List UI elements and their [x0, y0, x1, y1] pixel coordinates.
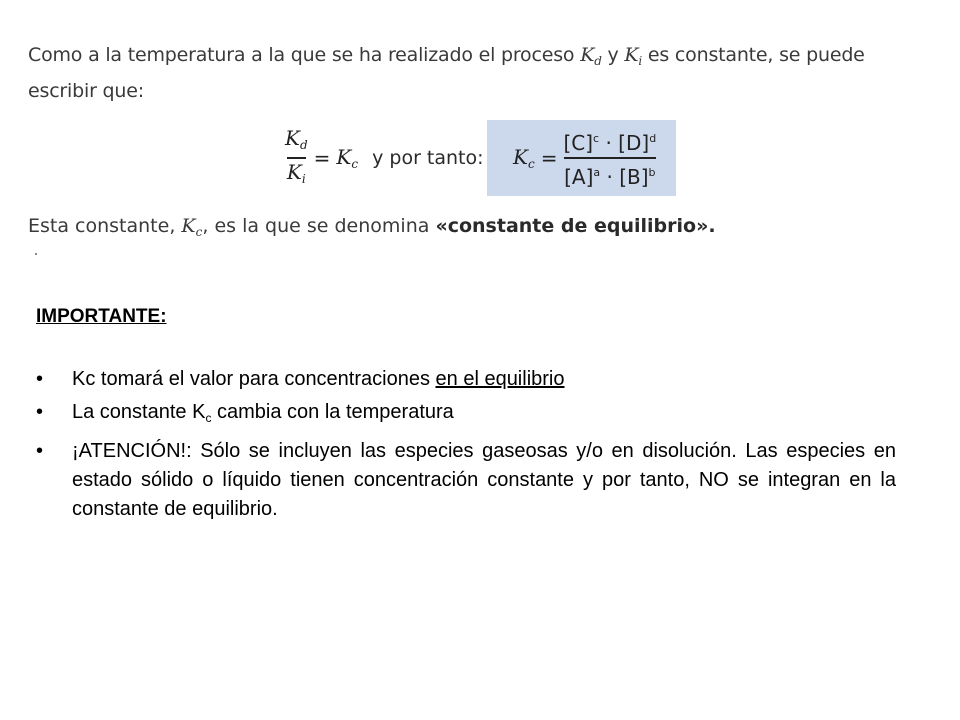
bullet-icon: •: [36, 401, 44, 423]
underlined-phrase: en el equilibrio: [435, 368, 565, 390]
intro-paragraph: [28, 40, 938, 106]
important-list: [36, 365, 896, 528]
intro-text: Como a la temperatura a la que se ha realizado el proceso: [28, 44, 575, 66]
kd-symbol: $K_d$: [580, 44, 602, 68]
important-heading: IMPORTANTE:: [36, 306, 167, 327]
intro-suffix: es constante, se puede escribir que:: [28, 44, 865, 102]
products-numerator: $[C]^c \cdot [D]^d$: [563, 131, 657, 155]
concentration-fraction: [563, 125, 656, 191]
kc-expression-box: [487, 120, 676, 196]
bullet-icon: •: [36, 368, 44, 390]
equals-sign-highlight: =: [540, 146, 558, 170]
por-tanto-text: y por tanto:: [372, 147, 484, 169]
definition-sentence: Esta constante, $K_c$, es la que se denomina «constante de equilibrio».: [28, 215, 716, 239]
list-item: • ¡ATENCIÓN!: Sólo se incluyen las especies gaseosas y/o en disolución. Las especies en estado sólido o líquido tienen concentración constante y por tanto, NO se integran en la constante de equilibrio.: [36, 437, 896, 524]
list-item: • La constante $K_c$ cambia con la temperatura: [36, 398, 896, 433]
list-item: • Kc tomará el valor para concentraciones en el equilibrio: [36, 365, 896, 394]
reactants-denominator: $[A]^a \cdot [B]^b$: [564, 157, 655, 191]
equals-sign: =: [313, 146, 331, 170]
intro-connector: y: [607, 44, 619, 66]
kc-symbol-highlight: $K_c$: [513, 145, 535, 171]
bullet-icon: •: [36, 440, 44, 462]
equilibrium-constant-term: «constante de equilibrio».: [435, 215, 716, 237]
equilibrium-formula: [285, 120, 484, 196]
kc-symbol-inline: $K_c$: [181, 215, 203, 239]
kd-over-ki-fraction: $\frac{K_d}{K_i}$: [285, 126, 308, 191]
ki-symbol: $K_i$: [624, 44, 643, 68]
stray-dot: [35, 253, 37, 255]
kc-symbol: $K_c$: [336, 145, 359, 171]
